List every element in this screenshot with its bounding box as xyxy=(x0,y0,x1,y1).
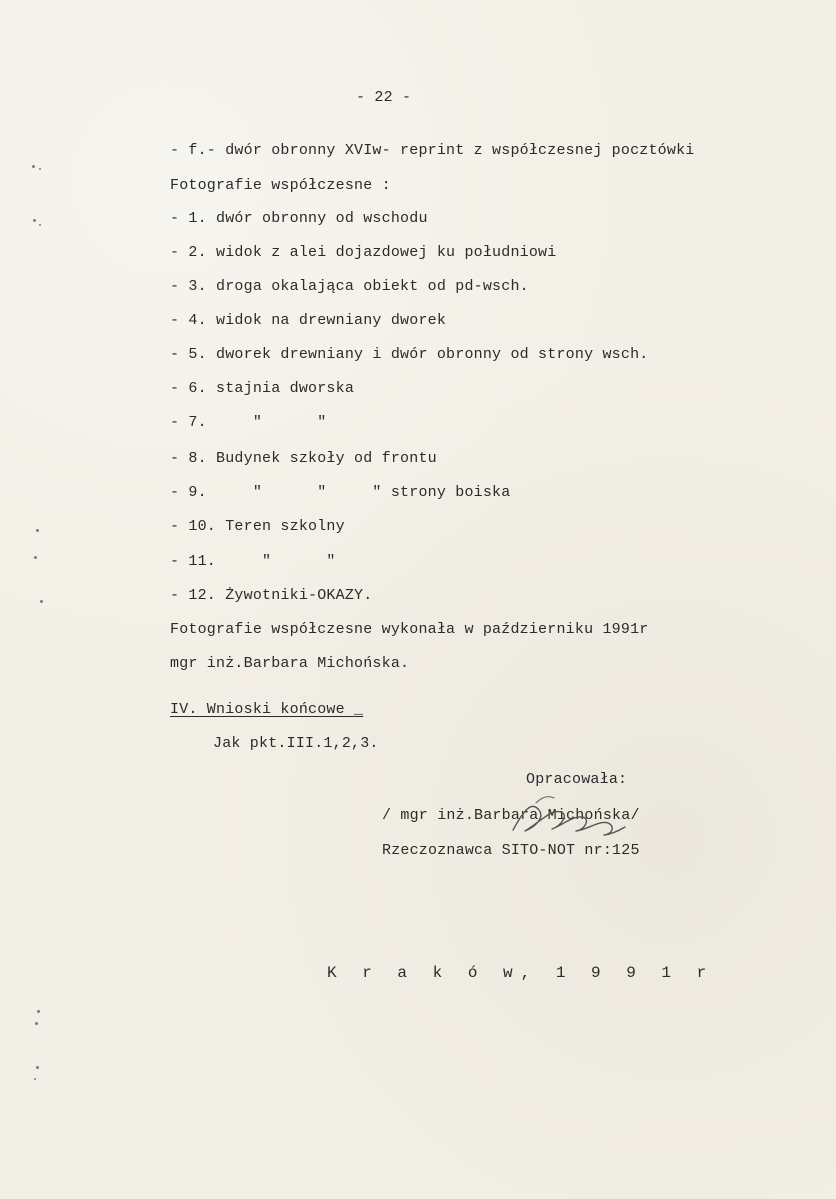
margin-speck xyxy=(33,219,36,222)
margin-speck xyxy=(36,1066,39,1069)
prepared-by-label: Opracowała: xyxy=(526,771,628,788)
line-15: Fotografie współczesne wykonała w październiku 1991r xyxy=(170,621,649,638)
line-2: Fotografie współczesne : xyxy=(170,177,391,194)
margin-speck xyxy=(39,224,41,226)
margin-speck xyxy=(37,1010,40,1013)
place-date: K r a k ó w, 1 9 9 1 r xyxy=(327,964,715,982)
line-10: - 8. Budynek szkoły od frontu xyxy=(170,450,437,467)
line-4: - 2. widok z alei dojazdowej ku południowi xyxy=(170,244,557,261)
line-14: - 12. Żywotniki-OKAZY. xyxy=(170,587,373,604)
line-1: - f.- dwór obronny XVIw- reprint z współczesnej pocztówki xyxy=(170,142,695,159)
margin-speck xyxy=(35,1022,38,1025)
margin-speck xyxy=(39,168,41,170)
line-7: - 5. dworek drewniany i dwór obronny od strony wsch. xyxy=(170,346,649,363)
expert-line: Rzeczoznawca SITO-NOT nr:125 xyxy=(382,842,640,859)
margin-speck xyxy=(34,1078,36,1080)
page-number: - 22 - xyxy=(356,89,412,106)
line-12: - 10. Teren szkolny xyxy=(170,518,345,535)
author-line: / mgr inż.Barbara Michońska/ xyxy=(382,807,640,824)
margin-speck xyxy=(34,556,37,559)
line-11: - 9. " " " strony boiska xyxy=(170,484,511,501)
line-13: - 11. " " xyxy=(170,553,336,570)
line-9: - 7. " " xyxy=(170,414,327,431)
margin-speck xyxy=(32,165,35,168)
line-16: mgr inż.Barbara Michońska. xyxy=(170,655,410,672)
line-5: - 3. droga okalająca obiekt od pd-wsch. xyxy=(170,278,529,295)
section-text: Jak pkt.III.1,2,3. xyxy=(213,735,379,752)
margin-speck xyxy=(40,600,43,603)
line-6: - 4. widok na drewniany dworek xyxy=(170,312,447,329)
margin-speck xyxy=(36,529,39,532)
line-8: - 6. stajnia dworska xyxy=(170,380,355,397)
section-heading: IV. Wnioski końcowe _ xyxy=(170,701,364,718)
line-3: - 1. dwór obronny od wschodu xyxy=(170,210,428,227)
